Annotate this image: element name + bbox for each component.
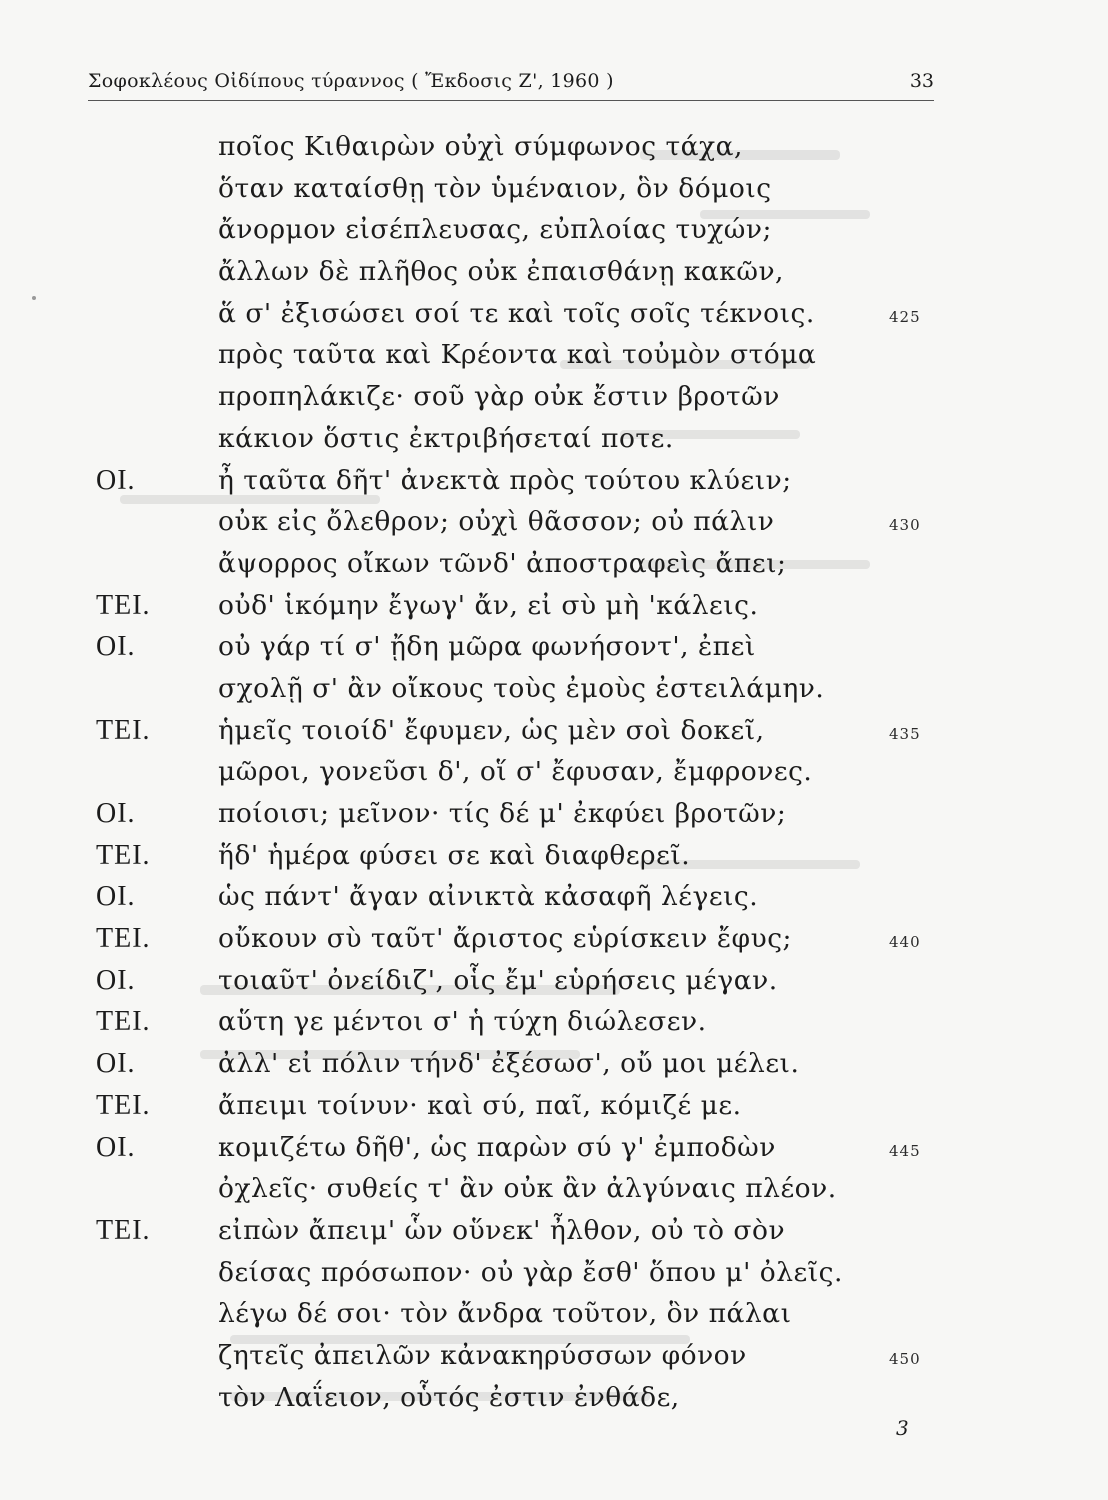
speaker-label: ΟΙ.: [96, 881, 136, 913]
verse-text: τὸν Λαΐειον, οὗτός ἐστιν ἐνθάδε,: [218, 1381, 680, 1413]
verse-line: [0, 460, 1108, 502]
line-number: 435: [889, 724, 921, 743]
line-number: 425: [889, 307, 921, 326]
verse-line: [0, 585, 1108, 627]
verse-line: [0, 209, 1108, 251]
verse-line: [0, 668, 1108, 710]
verse-text: μῶροι, γονεῦσι δ', οἵ σ' ἔφυσαν, ἔμφρονες.: [218, 756, 813, 788]
verse-text: ὅταν καταίσθῃ τὸν ὑμέναιον, ὃν δόμοις: [218, 172, 772, 204]
verse-line: [0, 334, 1108, 376]
verse-line: [0, 1335, 1108, 1377]
verse-text: κάκιον ὅστις ἐκτριβήσεταί ποτε.: [218, 422, 674, 454]
verse-line: [0, 418, 1108, 460]
speaker-label: ΤΕΙ.: [96, 1006, 151, 1038]
verse-line: [0, 1377, 1108, 1419]
header-rule: [88, 100, 934, 101]
verse-line: [0, 710, 1108, 752]
verse-line: [0, 293, 1108, 335]
verse-line: [0, 1252, 1108, 1294]
line-number: 440: [889, 933, 921, 952]
verse-text: σχολῇ σ' ἂν οἴκους τοὺς ἐμοὺς ἐστειλάμην.: [218, 672, 825, 704]
verse-text: πρὸς ταῦτα καὶ Κρέοντα καὶ τοὐμὸν στόμα: [218, 339, 817, 371]
signature-mark: 3: [896, 1416, 909, 1440]
verse-line: [0, 960, 1108, 1002]
speaker-label: ΤΕΙ.: [96, 1214, 151, 1246]
verse-line: [0, 1293, 1108, 1335]
verse-text: ἄψορρος οἴκων τῶνδ' ἀποστραφεὶς ἄπει;: [218, 547, 787, 579]
page-number: 33: [909, 70, 934, 92]
verse-text: τοιαῦτ' ὀνείδιζ', οἷς ἔμ' εὑρήσεις μέγαν.: [218, 964, 778, 996]
verse-text: ὡς πάντ' ἄγαν αἰνικτὰ κἀσαφῆ λέγεις.: [218, 881, 759, 913]
verse-text: οὐ γάρ τί σ' ᾔδη μῶρα φωνήσοντ', ἐπεὶ: [218, 631, 756, 663]
verse-line: [0, 1168, 1108, 1210]
speaker-label: ΤΕΙ.: [96, 714, 151, 746]
speaker-label: ΟΙ.: [96, 1131, 136, 1163]
verse-line: [0, 1127, 1108, 1169]
speaker-label: ΤΕΙ.: [96, 589, 151, 621]
verse-text: ἦ ταῦτα δῆτ' ἀνεκτὰ πρὸς τούτου κλύειν;: [218, 464, 792, 496]
verse-line: [0, 501, 1108, 543]
verse-line: [0, 251, 1108, 293]
verse-line: [0, 1043, 1108, 1085]
verse-text: αὕτη γε μέντοι σ' ἡ τύχη διώλεσεν.: [218, 1006, 707, 1038]
verse-line: [0, 751, 1108, 793]
verse-text: εἰπὼν ἄπειμ' ὧν οὕνεκ' ἦλθον, οὐ τὸ σὸν: [218, 1214, 786, 1246]
verse-line: [0, 918, 1108, 960]
speaker-label: ΟΙ.: [96, 464, 136, 496]
speaker-label: ΟΙ.: [96, 631, 136, 663]
verse-text: ἄλλων δὲ πλῆθος οὐκ ἐπαισθάνῃ κακῶν,: [218, 256, 784, 288]
speaker-label: ΟΙ.: [96, 798, 136, 829]
verse-line: [0, 835, 1108, 877]
verse-text: ἥδ' ἡμέρα φύσει σε καὶ διαφθερεῖ.: [218, 839, 691, 871]
verse-line: [0, 376, 1108, 418]
speaker-label: ΤΕΙ.: [96, 839, 151, 871]
verse-line: [0, 1210, 1108, 1252]
verse-text: λέγω δέ σοι· τὸν ἄνδρα τοῦτον, ὃν πάλαι: [218, 1298, 792, 1330]
speaker-label: ΤΕΙ.: [96, 923, 151, 955]
verse-text: οὐκ εἰς ὄλεθρον; οὐχὶ θᾶσσον; οὐ πάλιν: [218, 506, 775, 538]
verse-text: προπηλάκιζε· σοῦ γὰρ οὐκ ἔστιν βροτῶν: [218, 381, 780, 413]
verse-text: ἀλλ' εἰ πόλιν τήνδ' ἐξέσωσ', οὔ μοι μέλει.: [218, 1048, 800, 1080]
verse-text: ἡμεῖς τοιοίδ' ἔφυμεν, ὡς μὲν σοὶ δοκεῖ,: [218, 714, 765, 746]
running-header: [88, 66, 934, 100]
verse-text: ἄνορμον εἰσέπλευσας, εὐπλοίας τυχών;: [218, 214, 772, 246]
verse-line: [0, 626, 1108, 668]
verse-line: [0, 793, 1108, 835]
verse-text: κομιζέτω δῆθ', ὡς παρὼν σύ γ' ἐμποδὼν: [218, 1131, 776, 1163]
line-number: 445: [889, 1141, 921, 1160]
verse-text: ὀχλεῖς· συθείς τ' ἂν οὐκ ἂν ἀλγύναις πλέον.: [218, 1173, 837, 1205]
verse-text: ποῖος Κιθαιρὼν οὐχὶ σύμφωνος τάχα,: [218, 131, 743, 162]
speaker-label: ΟΙ.: [96, 964, 136, 996]
verse-text: ἅ σ' ἐξισώσει σοί τε καὶ τοῖς σοῖς τέκνοις.: [218, 297, 815, 329]
line-number: 430: [889, 516, 921, 535]
verse-line: [0, 1001, 1108, 1043]
verse-line: [0, 1085, 1108, 1127]
line-number: 450: [889, 1349, 921, 1368]
verse-line: [0, 126, 1108, 168]
verse-line: [0, 543, 1108, 585]
verse-line: [0, 168, 1108, 210]
verse-text: ζητεῖς ἀπειλῶν κἀνακηρύσσων φόνον: [218, 1339, 747, 1371]
verse-text: δείσας πρόσωπον· οὐ γὰρ ἔσθ' ὅπου μ' ὀλεῖς.: [218, 1256, 843, 1288]
verse-block: [0, 126, 1108, 1418]
verse-text: ποίοισι; μεῖνον· τίς δέ μ' ἐκφύει βροτῶν;: [218, 798, 787, 829]
running-header-title: Σοφοκλέους Οἰδίπους τύραννος ( Ἔκδοσις Ζ', 1960 ): [88, 70, 614, 92]
verse-text: ἄπειμι τοίνυν· καὶ σύ, παῖ, κόμιζέ με.: [218, 1089, 742, 1121]
verse-text: οὐδ' ἱκόμην ἔγωγ' ἄν, εἰ σὺ μὴ 'κάλεις.: [218, 589, 759, 621]
verse-line: [0, 876, 1108, 918]
verse-text: οὔκουν σὺ ταῦτ' ἄριστος εὑρίσκειν ἔφυς;: [218, 923, 792, 955]
speaker-label: ΤΕΙ.: [96, 1089, 151, 1121]
speaker-label: ΟΙ.: [96, 1048, 136, 1080]
